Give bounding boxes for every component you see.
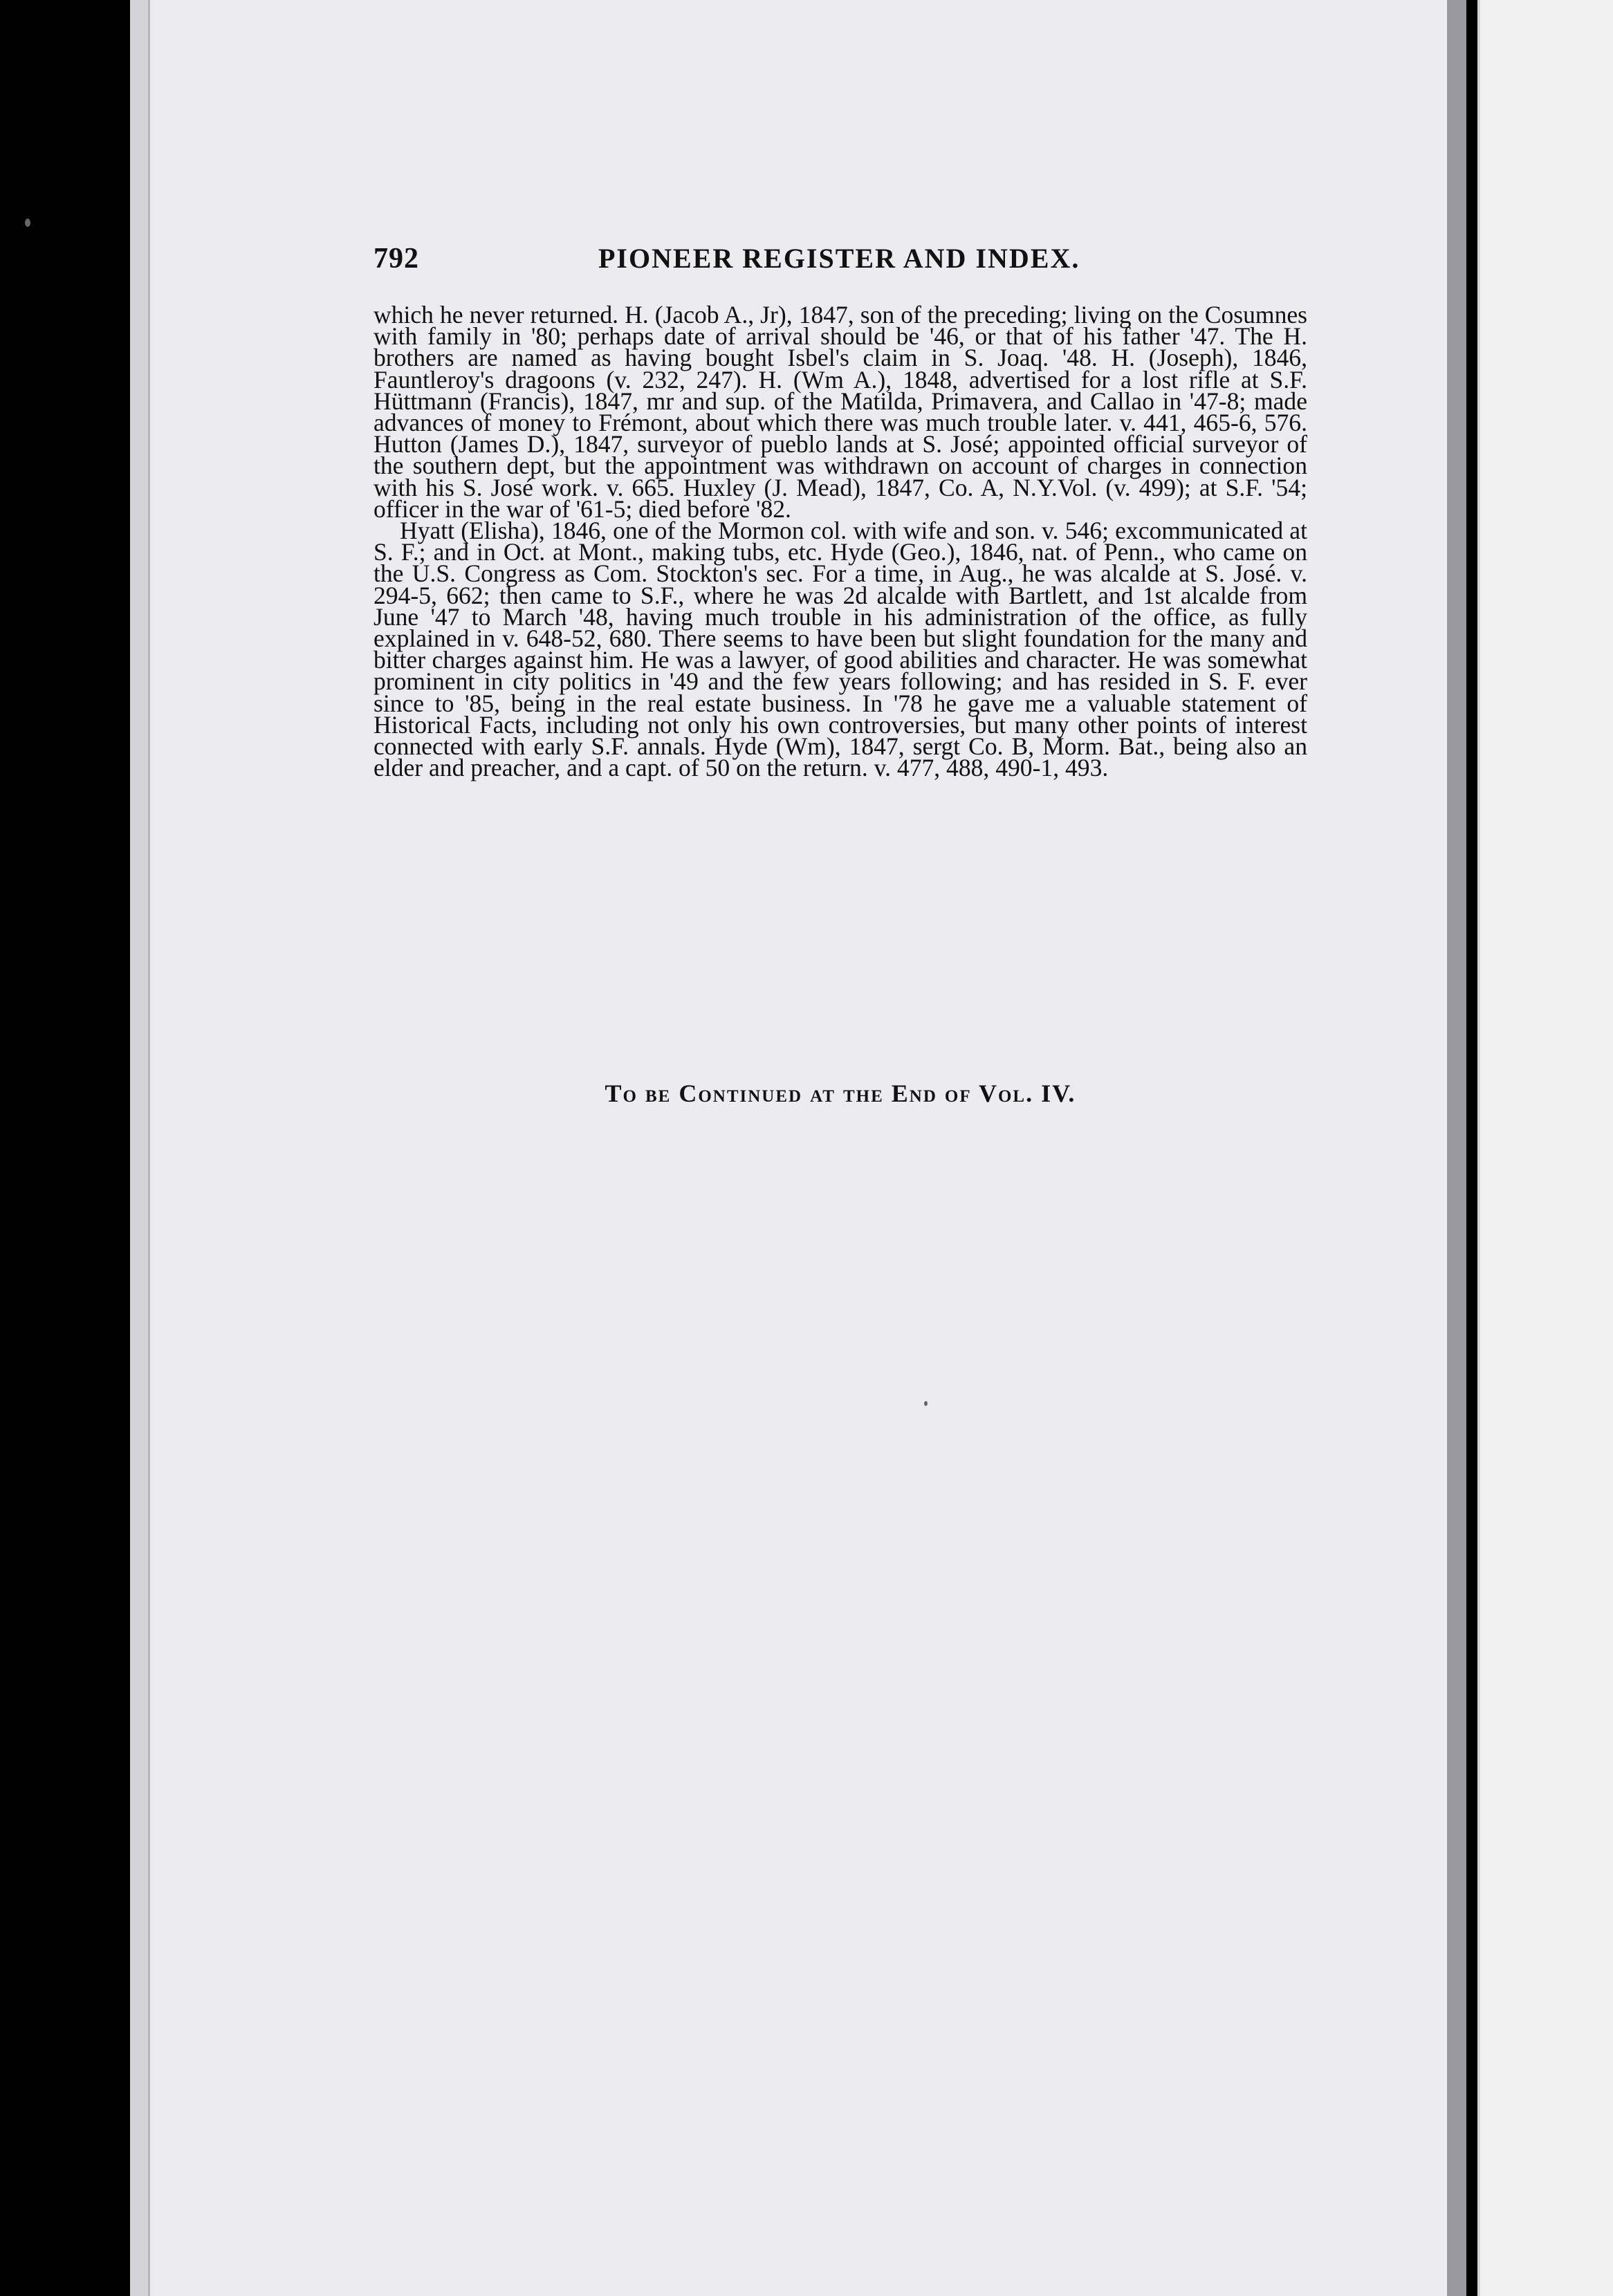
body-text [374,301,1307,782]
scan-speck [25,219,30,227]
running-head: PIONEER REGISTER AND INDEX. [598,243,1080,274]
page-right-shadow-edge [1447,0,1466,2296]
page-header [374,242,1307,290]
body-paragraph: Hyatt (Elisha), 1846, one of the Mormon col. with wife and son. v. 546; excommunicated at S. F.; and in Oct. at Mont., making tubs, etc. Hyde (Geo.), 1846, nat. of Penn., who came on the U.S. Congress as Com. Stockton's sec. For a time, in Aug., he was alcalde at S. José. v. 294-5, 662; then came to S.F., where he was 2d alcalde with Bartlett, and 1st alcalde from June '47 to March '48, having much trouble in his administration of the office, as fully explained in v. 648-52, 680. There seems to have been but slight foundation for the many and bitter charges against him. He was a lawyer, of good abilities and character. He was somewhat prominent in city politics in '49 and the few years following; and has resided in S. F. ever since to '85, being in the real estate business. In '78 he gave me a valuable statement of Historical Facts, including not only his own controversies, but many other points of interest connected with early S.F. annals. Hyde (Wm), 1847, sergt Co. B, Morm. Bat., being also an elder and preacher, and a capt. of 50 on the return. v. 477, 488, 490-1, 493. [374,517,1307,782]
page-left-margin-edge [130,0,150,2296]
continuation-note: To be Continued at the End of Vol. IV. [605,1080,1076,1107]
page-number: 792 [374,243,419,275]
scan-speck [924,1401,928,1406]
body-paragraph: which he never returned. H. (Jacob A., Jr), 1847, son of the preceding; living on the Cosumnes with family in '80; perhaps date of arrival should be '46, or that of his father '47. The H. brothers are named as having bought Isbel's claim in S. Joaq. '48. H. (Joseph), 1846, Fauntleroy's dragoons (v. 232, 247). H. (Wm A.), 1848, advertised for a lost rifle at S.F. Hüttmann (Francis), 1847, mr and sup. of the Matilda, Primavera, and Callao in '47-8; made advances of money to Frémont, about which there was much trouble later. v. 441, 465-6, 576. Hutton (James D.), 1847, surveyor of pueblo lands at S. José; appointed official surveyor of the southern dept, but the appointment was withdrawn on account of charges in connection with his S. José work. v. 665. Huxley (J. Mead), 1847, Co. A, N.Y.Vol. (v. 499); at S.F. '54; officer in the war of '61-5; died before '82. [374,301,1307,523]
adjacent-page-edge [1477,0,1613,2296]
page-gap-shadow [1466,0,1477,2296]
